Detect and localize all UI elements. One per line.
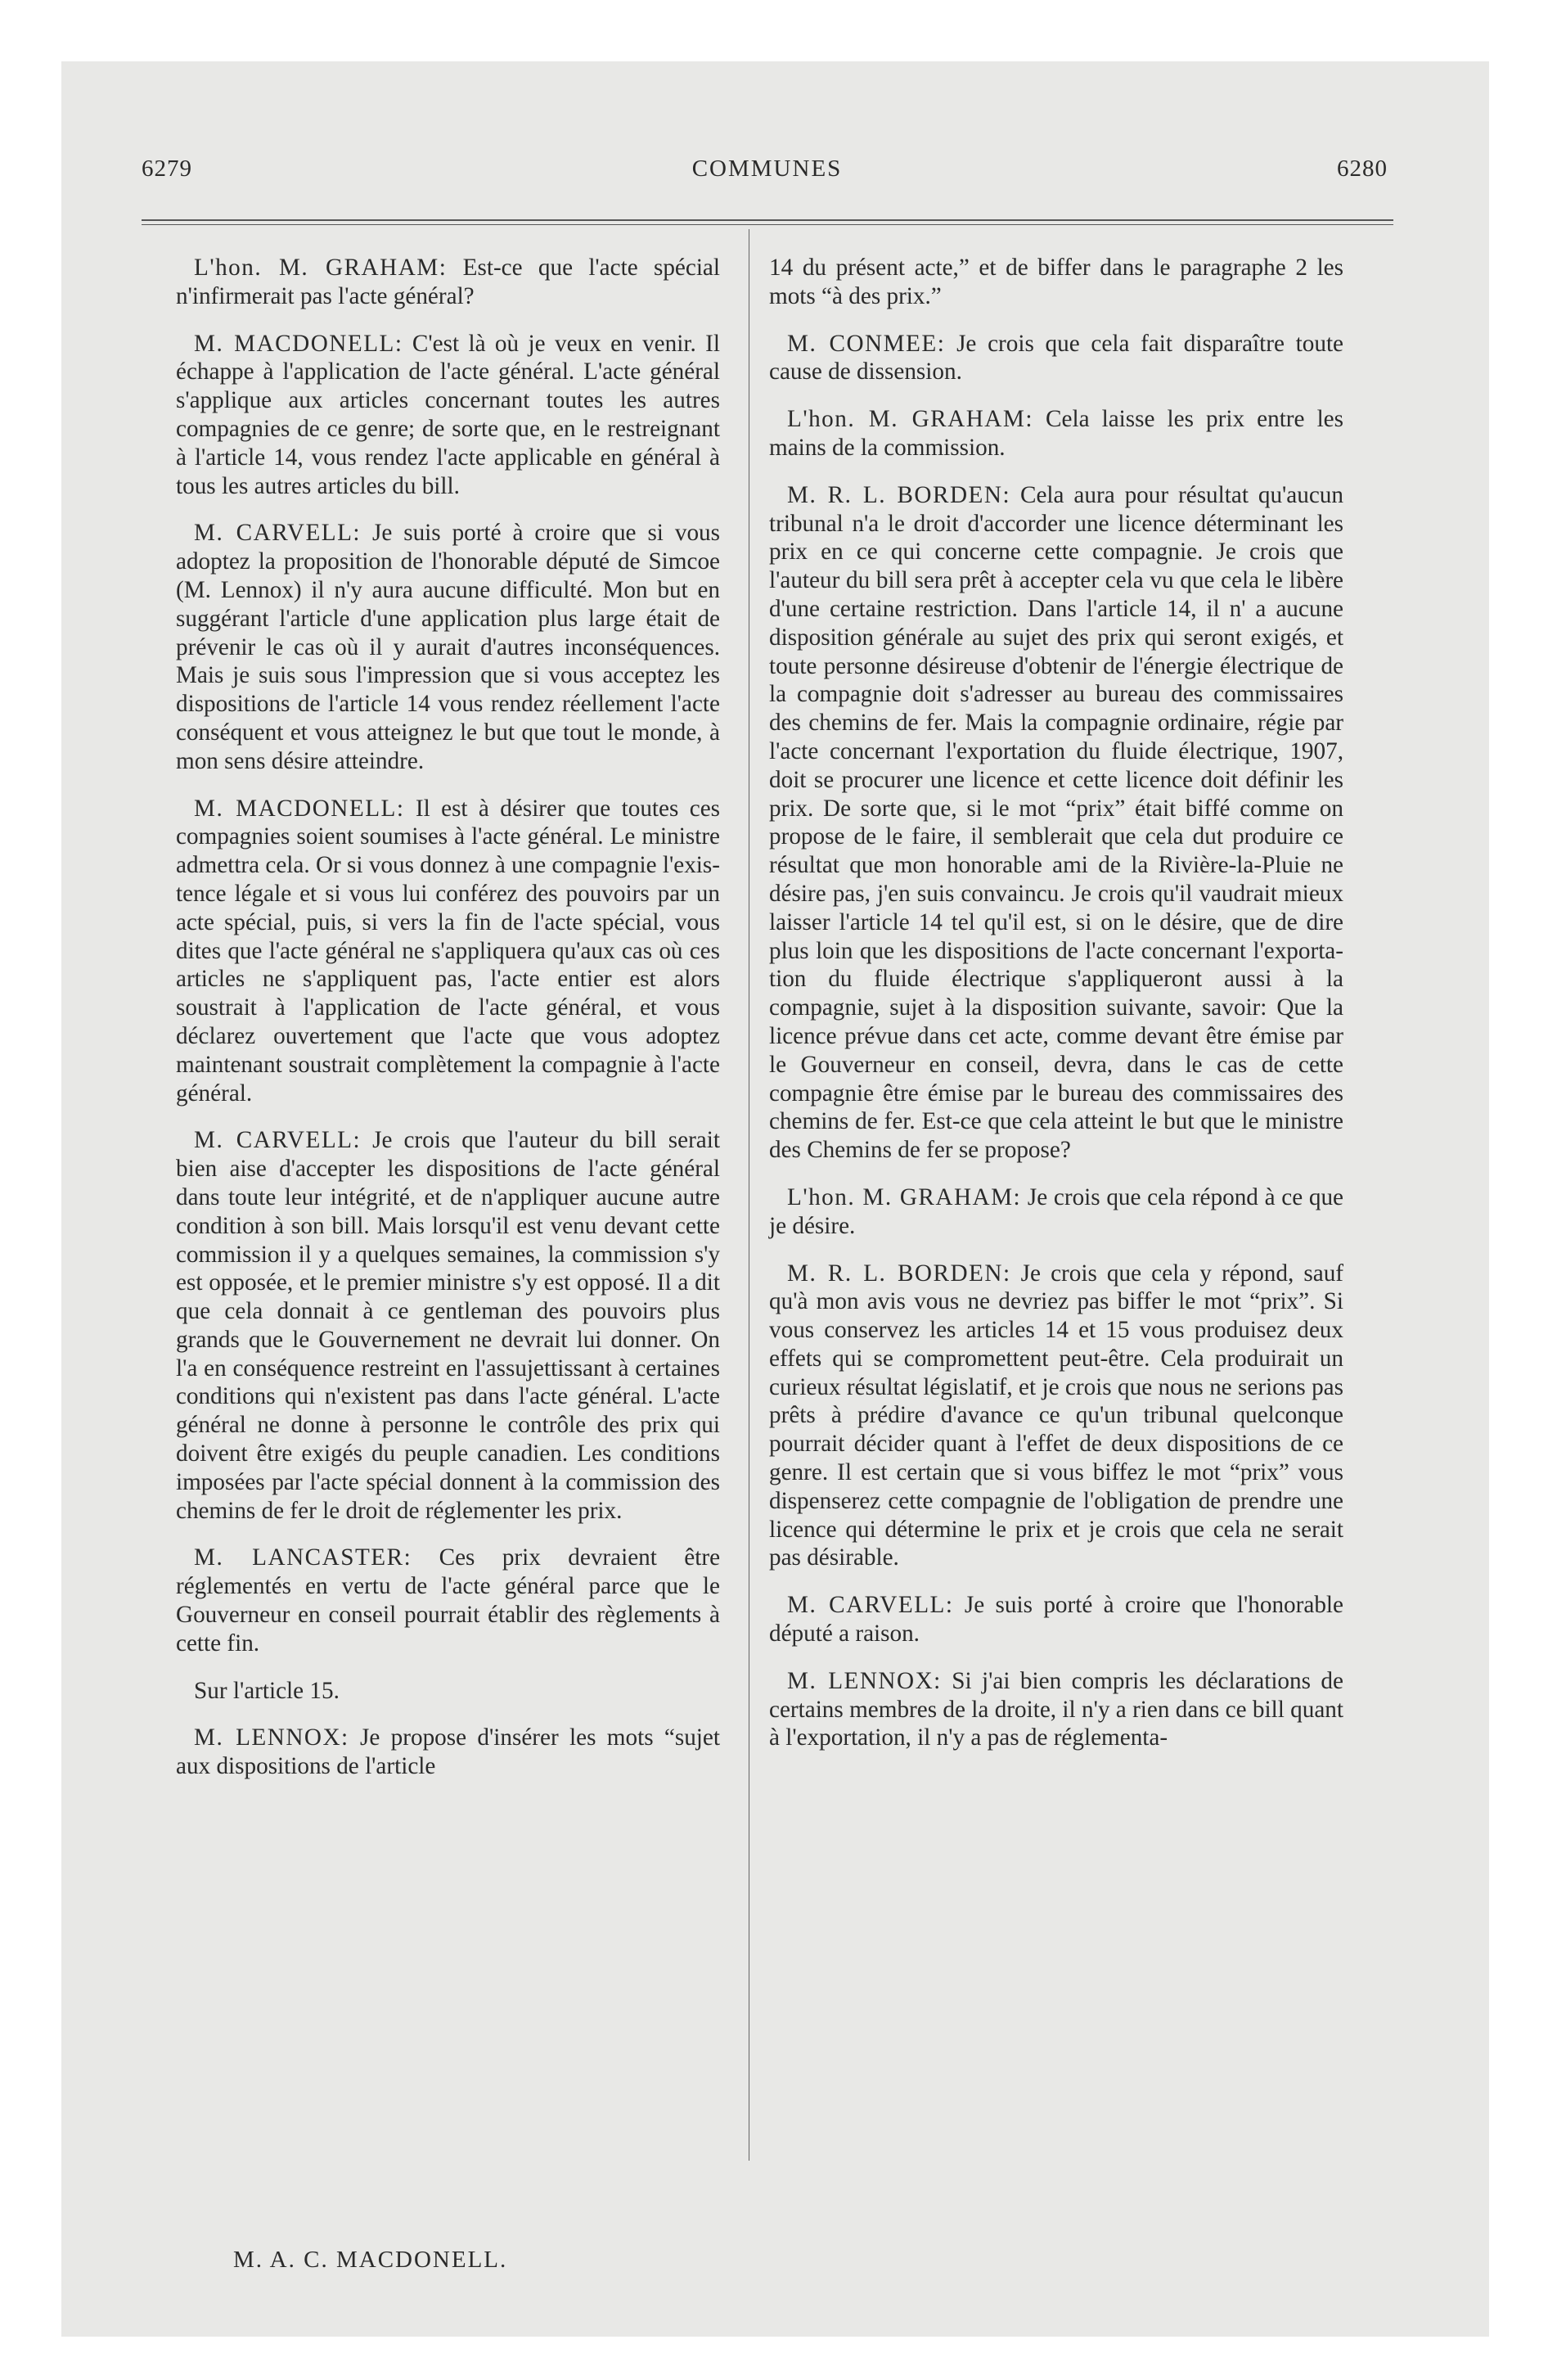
section-note: Sur l'article 15.	[194, 1677, 340, 1704]
paragraph	[769, 405, 1343, 462]
right-page-number: 6280	[1337, 156, 1388, 182]
footer-signature: M. A. C. MACDONELL.	[233, 2247, 508, 2273]
speaker-name: M. LENNOX:	[787, 1667, 942, 1694]
speech-text: Cela laisse les prix entre les mains de la commission.	[769, 406, 1343, 461]
speaker-name: M. CONMEE:	[787, 330, 946, 357]
speech-text: Je suis porté à croire que l'honorable député a raison.	[769, 1592, 1343, 1648]
speech-text: Je crois que cela fait disparaître toute cause de dissension.	[769, 330, 1344, 385]
speaker-name: M. R. L. BORDEN:	[787, 481, 1011, 508]
page-header	[135, 139, 1399, 188]
speech-text: Je suis porté à croire que si vous adoptez la proposition de l'honorable député de Simcoe (M. Lennox) il n'y aura aucune difficulté. Mon but en suggérant l'article d'une application plus large était de prévenir le cas où il y aurait d'autres inconséquences. Mais je suis sous l'impression que si vous acceptez les dispositions de l'article 14 vous rendez réellement l'acte conséquent et vous atteignez le but que tout le monde, à mon sens désire atteindre.	[176, 520, 720, 774]
speaker-name: M. LENNOX:	[194, 1724, 349, 1751]
paragraph	[176, 254, 720, 311]
speech-text: Je propose d'insérer les mots “sujet aux dispositions de l'article	[176, 1724, 720, 1780]
right-column	[769, 254, 1343, 1752]
paragraph	[769, 254, 1343, 311]
paragraph	[769, 330, 1343, 387]
speaker-name: L'hon. M. GRAHAM:	[194, 255, 448, 281]
speech-text: Ces prix devraient être réglementés en vertu de l'acte général parce que le Gouverneur en conseil pourrait établir des règlements à cette fin.	[176, 1544, 721, 1657]
speaker-name: M. MACDONELL:	[194, 330, 403, 357]
paragraph	[176, 519, 720, 775]
paragraph	[769, 1667, 1343, 1752]
page-title: COMMUNES	[691, 156, 843, 182]
paragraph	[176, 795, 720, 1108]
speech-text: Est-ce que l'acte spécial n'infirmerait pas l'acte général?	[176, 255, 720, 309]
paragraph	[769, 1591, 1343, 1648]
left-column	[176, 254, 720, 1781]
paragraph	[176, 330, 720, 501]
left-page-number: 6279	[142, 156, 192, 182]
speech-text: Je crois que l'auteur du bill serait bien aise d'accepter les dispositions de l'acte général dans toute leur intégrité, et de n'appliquer aucune autre condition à son bill. Mais lorsqu'il est venu devant cette commission il y a quelques semaines, la commission s'y est opposée, et le premier ministre s'y est opposé. Il a dit que cela donnait à ce gentleman des pouvoirs plus grands que le Gouvernement ne devrait lui donner. On l'a en conséquence restreint en l'assujettissant à certaines conditions qui n'existent pas dans l'acte général. L'acte général ne donne à personne le contrôle des prix qui doivent être exigés du peuple canadien. Les conditions imposées par l'acte spécial donnent à la commission des chemins de fer le droit de réglementer les prix.	[176, 1127, 720, 1524]
speaker-name: M. MACDONELL:	[194, 795, 405, 822]
paragraph	[176, 1677, 720, 1706]
speech-text: C'est là où je veux en venir. Il échappe à l'application de l'acte général. L'acte général s'applique aux articles concernant toutes les autres compagnies de ce genre; de sorte que, en le restreignant à l'article 14, vous rendez l'acte applicable en général à tous les autres articles du bill.	[176, 330, 720, 499]
paragraph	[769, 1260, 1343, 1573]
speaker-name: M. LANCASTER:	[194, 1544, 412, 1571]
speech-text: Si j'ai bien compris les déclarations de certains membres de la droite, il n'y a rien dans ce bill quant à l'exportation, il n'y a pas de réglementa-	[769, 1667, 1343, 1751]
paragraph	[769, 1183, 1343, 1241]
speaker-name: M. CARVELL:	[787, 1592, 954, 1619]
paragraph	[176, 1126, 720, 1525]
speaker-name: M. CARVELL:	[194, 1127, 362, 1154]
paragraph	[176, 1724, 720, 1781]
paragraph	[176, 1544, 720, 1657]
hansard-page	[135, 139, 1399, 2273]
speech-text: Je crois que cela y répond, sauf qu'à mon avis vous ne devriez pas biffer le mot “prix”. Si vous conservez les articles 14 et 15 vous produisez deux effets qui se compromettent peut-être. Cela produirait un curieux résultat législatif, et je crois que nous ne serions pas prêts à prédire d'avance ce qu'un tribunal quelconque pourrait décider quant à l'effet de deux dispositions de ce genre. Il est certain que si vous biffez le mot “prix” vous dispenserez cette compagnie de l'obligation de prendre une licence qui détermine le prix et je crois que cela ne serait pas désirable.	[769, 1260, 1344, 1571]
header-rule	[142, 219, 1393, 221]
speaker-name: M. R. L. BORDEN:	[787, 1260, 1011, 1287]
speaker-name: M. CARVELL:	[194, 520, 362, 547]
speech-text: Je crois que cela répond à ce que je désire.	[769, 1183, 1343, 1239]
speech-text: Il est à désirer que toutes ces compagnies soient soumises à l'acte général. Le ministre admettra cela. Or si vous donnez à une compagnie l'existence légale et si vous lui conférez des pouvoirs par un acte spécial, puis, si vers la fin de l'acte spécial, vous dites que l'acte général ne s'appliquera qu'aux cas où ces articles ne s'appliquent pas, l'acte entier est alors soustrait à l'application de l'acte général, et vous déclarez ouvertement que l'acte que vous adoptez maintenant soustrait complètement la compagnie à l'acte général.	[176, 795, 721, 1107]
speaker-name: L'hon. M. GRAHAM:	[787, 406, 1033, 433]
speaker-name: L'hon. M. GRAHAM:	[787, 1183, 1022, 1210]
header-rule-thin	[142, 224, 1393, 225]
paragraph	[769, 481, 1343, 1165]
speech-text: Cela aura pour résultat qu'aucun tribunal n'a le droit d'accorder une licence déterminant les prix en ce qui concerne cette compagnie. Je crois que l'auteur du bill sera prêt à accepter cela vu que cela le libère d'une certaine restriction. Dans l'article 14, il n' a aucune disposition générale au sujet des prix qui seront exigés, et toute personne désireuse d'obtenir de l'énergie électrique de la compagnie doit s'adresser au bureau des commissaires des chemins de fer. Mais la compagnie ordinaire, régie par l'acte concernant l'exportation du fluide électrique, 1907, doit se procurer une licence et cette licence doit définir les prix. De sorte que, si le mot “prix” était biffé comme on propose de le faire, il semblerait que cela dut produire ce résultat que mon honorable ami de la Rivière-la-Pluie ne désire pas, j'en suis convaincu. Je crois qu'il vaudrait mieux laisser l'article 14 tel qu'il est, si on le désire, que de dire plus loin que les dispositions de l'acte concernant l'exportation du fluide électrique s'appliqueront aussi à la compagnie, sujet à la disposition suivante, savoir: Que la licence prévue dans cet acte, comme devant être émise par le Gouverneur en conseil, devra, dans le cas de cette compagnie être émise par le bureau des commissaires des chemins de fer. Est-ce que cela atteint le but que le ministre des Chemins de fer se propose?	[769, 481, 1343, 1164]
speech-text: 14 du présent acte,” et de biffer dans le paragraphe 2 les mots “à des prix.”	[769, 255, 1343, 309]
